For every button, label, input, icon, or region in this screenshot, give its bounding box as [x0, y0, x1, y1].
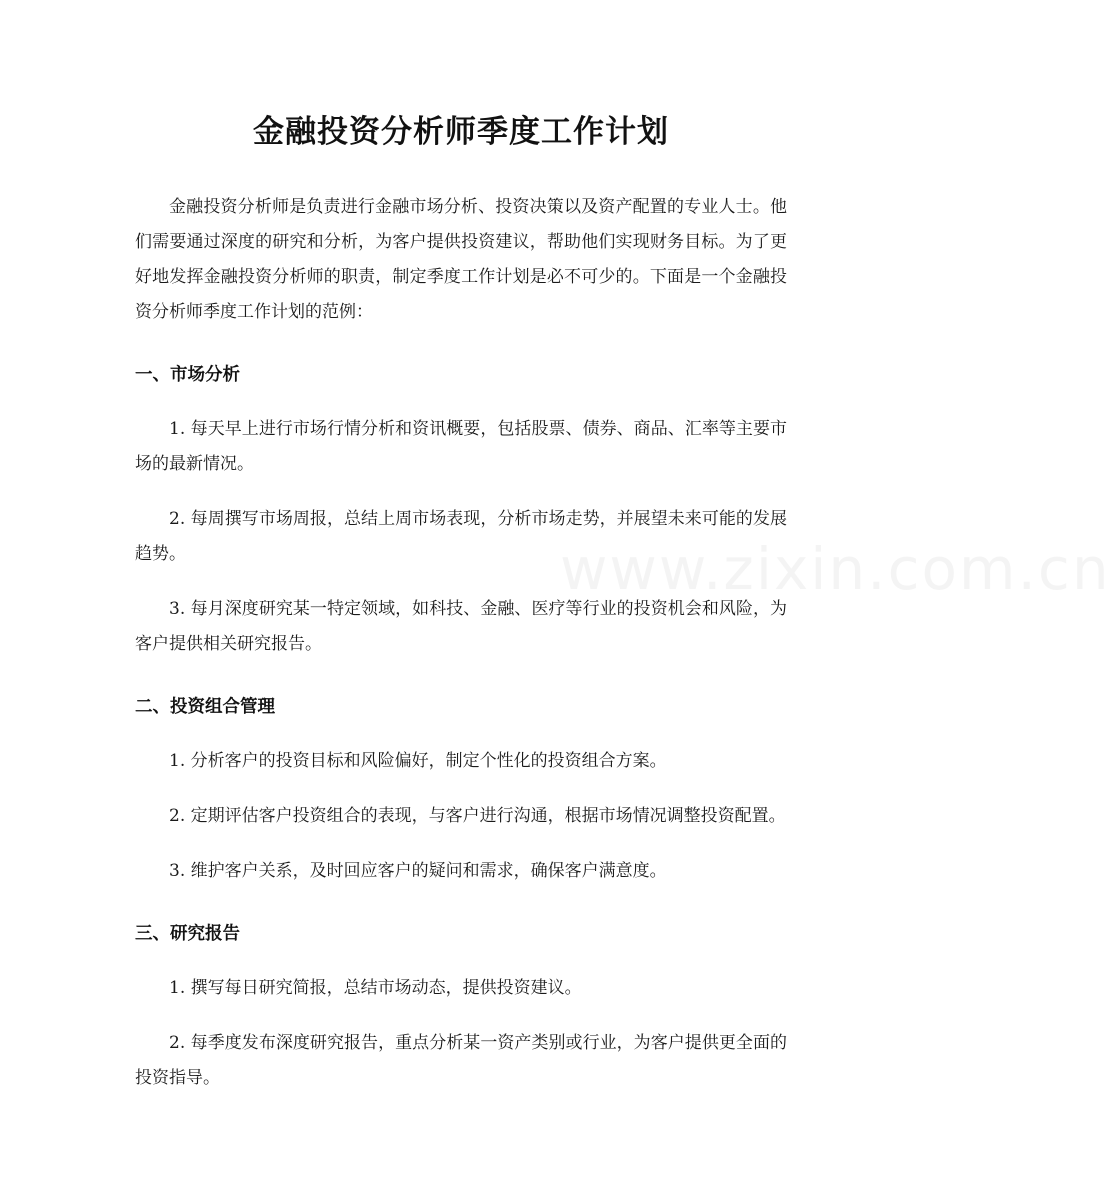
- list-item: 3. 每月深度研究某一特定领域，如科技、金融、医疗等行业的投资机会和风险，为客户提供相关研究报告。: [135, 599, 787, 654]
- watermark: www.zixin.com.cn: [560, 535, 1111, 603]
- list-item: 2. 每周撰写市场周报，总结上周市场表现，分析市场走势，并展望未来可能的发展趋势。: [135, 509, 787, 564]
- list-item: 3. 维护客户关系，及时回应客户的疑问和需求，确保客户满意度。: [169, 861, 667, 881]
- document-title: 金融投资分析师季度工作计划: [253, 114, 669, 150]
- list-item: 1. 分析客户的投资目标和风险偏好，制定个性化的投资组合方案。: [169, 751, 667, 771]
- list-item: 1. 每天早上进行市场行情分析和资讯概要，包括股票、债券、商品、汇率等主要市场的最新情况。: [135, 419, 787, 474]
- list-item: 2. 每季度发布深度研究报告，重点分析某一资产类别或行业，为客户提供更全面的投资指导。: [135, 1033, 787, 1088]
- list-item: 2. 定期评估客户投资组合的表现，与客户进行沟通，根据市场情况调整投资配置。: [169, 806, 786, 826]
- section-heading-portfolio-management: 二、投资组合管理: [135, 697, 275, 717]
- document-page: [135, 0, 787, 1096]
- section-heading-market-analysis: 一、市场分析: [135, 365, 240, 385]
- section-heading-research-reports: 三、研究报告: [135, 924, 240, 944]
- list-item: 1. 撰写每日研究简报，总结市场动态，提供投资建议。: [169, 978, 582, 998]
- intro-paragraph: 金融投资分析师是负责进行金融市场分析、投资决策以及资产配置的专业人士。他们需要通过深度的研究和分析，为客户提供投资建议，帮助他们实现财务目标。为了更好地发挥金融投资分析师的职责，制定季度工作计划是必不可少的。下面是一个金融投资分析师季度工作计划的范例：: [135, 197, 787, 322]
